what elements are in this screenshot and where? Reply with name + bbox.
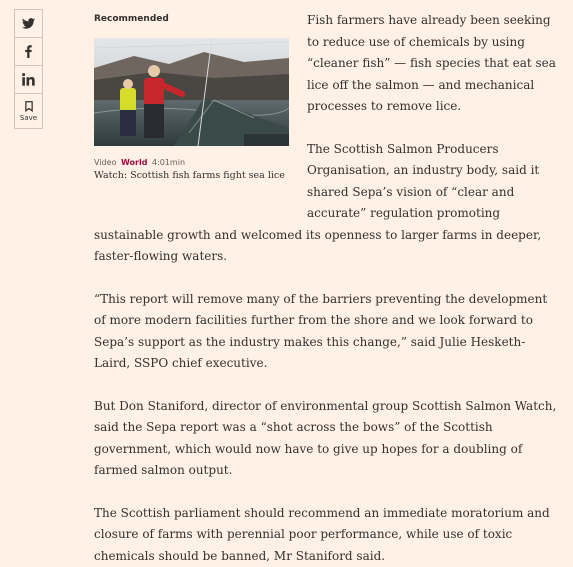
linkedin-icon [22,73,35,86]
bookmark-icon [25,101,33,112]
twitter-icon [22,18,35,29]
save-button[interactable] [15,94,42,128]
article-paragraph: The Scottish Salmon Producers Organisation, an industry body, said it shared Sepa’s vision of “clear and accurate” regulation promoting sustainable growth and welcomed its openness to larger farms in deeper, faster-flowing waters. [94,141,542,263]
video-thumbnail[interactable] [94,38,289,146]
facebook-icon [25,45,32,58]
share-toolbar [14,9,43,129]
linkedin-share-button[interactable] [15,66,42,94]
video-type-label: Video [94,158,117,167]
video-thumbnail-image [94,38,289,146]
save-label: Save [19,113,38,122]
topic-link[interactable]: World [120,158,148,167]
recommended-box [94,14,294,182]
twitter-share-button[interactable] [15,10,42,38]
video-caption-link[interactable]: Watch: Scottish fish farms fight sea lice [94,170,285,181]
article-paragraph: The Scottish parliament should recommend an immediate moratorium and closure of farms with perennial poor performance, while use of toxic chemicals should be banned, Mr Staniford said. [94,505,550,563]
article-paragraph: Fish farmers have already been seeking to reduce use of chemicals by using “cleaner fish” — fish species that eat sea lice off the salmon — and mechanical processes to remove lice. [307,13,556,113]
video-duration: 4:01min [151,158,186,167]
article-paragraph: But Don Staniford, director of environmental group Scottish Salmon Watch, said the Sepa report was a “shot across the bows” of the Scottish government, which would now have to give up hopes for a doubling of farmed salmon output. [94,398,557,477]
article-paragraph: “This report will remove many of the barriers preventing the development of more modern facilities further from the shore and we look forward to Sepa’s support as the industry makes this change,” said Julie Hesketh-Laird, SSPO chief executive. [94,291,548,370]
recommended-heading: Recommended [94,14,169,24]
facebook-share-button[interactable] [15,38,42,66]
video-meta [94,158,294,167]
